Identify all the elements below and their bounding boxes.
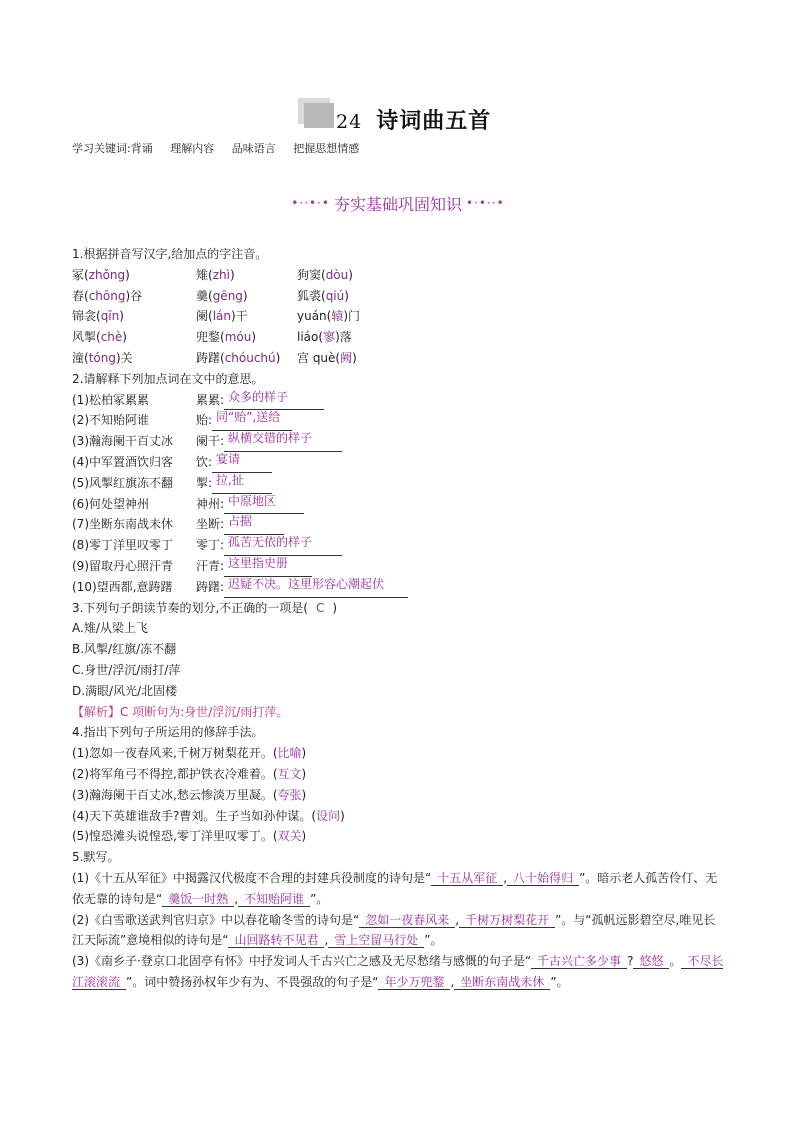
pinyin-row xyxy=(72,327,724,348)
pinyin-answer: 辕 xyxy=(331,309,344,324)
definition-row xyxy=(72,431,724,452)
pinyin-text: ) xyxy=(352,350,357,365)
pinyin-text: ) xyxy=(348,267,353,282)
definition-answer: 拉,扯 xyxy=(212,473,272,494)
definition-row xyxy=(72,535,724,556)
pinyin-text: )门 xyxy=(343,309,361,324)
pinyin-answer: 阙 xyxy=(340,350,353,365)
pinyin-text: )关 xyxy=(115,350,133,365)
definition-answer: 宴请 xyxy=(212,452,272,473)
definition-phrase: (6)何处望神州 xyxy=(72,496,149,511)
pinyin-text: 踌躇( xyxy=(196,350,225,365)
pinyin-text: 兜鍪( xyxy=(196,330,225,345)
pinyin-text: )谷 xyxy=(125,288,143,303)
definition-phrase: (3)瀚海阑干百丈冰 xyxy=(72,434,173,449)
pinyin-cell xyxy=(196,286,297,307)
pinyin-text: 风掣( xyxy=(72,330,101,345)
definition-phrase: (10)望西都,意踌躇 xyxy=(72,579,173,594)
q3-stem: 3.下列句子朗读节奏的划分,不正确的一项是( C ) xyxy=(72,600,338,615)
pinyin-answer: qiú xyxy=(325,288,345,303)
pinyin-text: 冢( xyxy=(72,267,89,282)
answer-blank: 千古兴亡多少事 xyxy=(531,954,627,969)
rhetoric-item xyxy=(72,743,724,764)
q5-paragraph-1: (1)《十五从军征》中揭露汉代极度不合理的封建兵役制度的诗句是“ 十五从军征 , 八十始得归 ”。暗示老人孤苦伶仃、无依无靠的诗句是“ 羹饭一时熟 , 不知贻阿谁 ”。 xyxy=(72,870,718,906)
definition-answer: 中原地区 xyxy=(224,494,304,515)
pinyin-answer: chè xyxy=(100,330,123,345)
rhetoric-text: (2)将军角弓不得控,都护铁衣冷难着。( xyxy=(72,766,278,781)
rhetoric-text: ) xyxy=(301,829,307,844)
answer-blank: 山回路转不见君 xyxy=(228,933,324,948)
definition-label: 累累: xyxy=(196,392,225,407)
rhetoric-answer: 互文 xyxy=(277,766,302,781)
keyword: 把握思想情感 xyxy=(293,142,360,155)
pinyin-answer: zhǒng xyxy=(88,267,126,282)
answer-blank: 十五从军征 xyxy=(431,871,503,886)
answer-blank: 八十始得归 xyxy=(507,871,579,886)
answer-blank: 不知贻阿谁 xyxy=(238,892,310,907)
rhetoric-text: (3)瀚海阑干百丈冰,愁云惨淡万里凝。( xyxy=(72,787,278,802)
pinyin-row xyxy=(72,348,724,369)
lesson-number: 24 xyxy=(336,111,363,133)
definition-answer: 孤苦无依的样子 xyxy=(224,535,342,556)
definition-phrase: (7)坐断东南战未休 xyxy=(72,517,173,532)
rhetoric-text: ) xyxy=(340,808,345,823)
pinyin-cell xyxy=(196,306,297,327)
pinyin-text: 阑( xyxy=(196,309,213,324)
definition-row xyxy=(72,473,724,494)
q3-option: C.身世/浮沉/雨打/萍 xyxy=(72,662,181,677)
answer-blank: 千树万树梨花开 xyxy=(459,913,555,928)
rhetoric-answer: 设问 xyxy=(316,808,341,823)
definition-label: 阑干: xyxy=(196,434,225,449)
pinyin-text: liáo( xyxy=(297,330,324,345)
pinyin-cell xyxy=(196,327,297,348)
answer-blank: 年少万兜鍪 xyxy=(378,975,450,990)
definition-row xyxy=(72,577,724,598)
pinyin-text: )落 xyxy=(335,330,352,345)
definition-label: 神州: xyxy=(196,496,225,511)
definition-label: 贻: xyxy=(196,413,213,428)
pinyin-cell xyxy=(297,306,497,327)
pinyin-cell xyxy=(196,265,297,286)
q4-rhetoric-items xyxy=(72,743,724,847)
definition-answer: 占据 xyxy=(224,514,284,535)
rhetoric-item xyxy=(72,764,724,785)
definition-label: 掣: xyxy=(196,475,213,490)
definition-label: 坐断: xyxy=(196,517,225,532)
q1-stem: 1.根据拼音写汉字,给加点的字注音。 xyxy=(72,247,268,261)
pinyin-answer: zhì xyxy=(212,267,230,282)
pinyin-cell xyxy=(72,265,196,286)
q3-option: A.雉/从梁上飞 xyxy=(72,621,148,636)
pinyin-text: ) xyxy=(242,288,248,303)
rhetoric-text: (4)天下英雄谁敌手?曹刘。生子当如孙仲谋。( xyxy=(72,808,317,823)
keyword: 学习关键词:背诵 xyxy=(72,142,153,155)
q4-stem: 4.指出下列句子所运用的修辞手法。 xyxy=(72,725,264,740)
definition-row xyxy=(72,514,724,535)
rhetoric-answer: 比喻 xyxy=(277,746,302,761)
rhetoric-item xyxy=(72,785,724,806)
pinyin-cell xyxy=(297,327,497,348)
rhetoric-text: (5)惶恐滩头说惶恐,零丁洋里叹零丁。( xyxy=(72,829,278,844)
lesson-square-icon xyxy=(298,98,334,128)
rhetoric-text: ) xyxy=(301,766,307,781)
rhetoric-answer: 双关 xyxy=(277,829,302,844)
definition-row xyxy=(72,452,724,473)
definition-answer: 众多的样子 xyxy=(224,390,324,411)
q2-stem: 2.请解释下列加点词在文中的意思。 xyxy=(72,371,264,386)
definition-label: 踌躇: xyxy=(196,579,225,594)
definition-row xyxy=(72,494,724,515)
definition-phrase: (8)零丁洋里叹零丁 xyxy=(72,538,173,553)
definition-answer: 迟疑不决。这里形容心潮起伏 xyxy=(224,577,408,598)
analysis-text: C 项断句为:身世/浮沉/雨打萍。 xyxy=(120,704,289,719)
definition-phrase: (1)松柏冢累累 xyxy=(72,392,149,407)
pinyin-answer: móu xyxy=(224,330,252,345)
pinyin-text: ) xyxy=(122,330,127,345)
pinyin-text: 宫 què( xyxy=(297,350,341,365)
rhetoric-text: (1)忽如一夜春风来,千树万树梨花开。( xyxy=(72,746,278,761)
pinyin-text: ) xyxy=(125,267,130,282)
rhetoric-text: ) xyxy=(301,787,307,802)
pinyin-answer: lán xyxy=(212,309,231,324)
pinyin-cell xyxy=(72,286,196,307)
pinyin-row xyxy=(72,265,724,286)
pinyin-cell xyxy=(297,265,497,286)
definition-phrase: (4)中军置酒饮归客 xyxy=(72,454,173,469)
pinyin-text: 狐裘( xyxy=(297,288,326,303)
pinyin-row xyxy=(72,286,724,307)
keyword: 品味语言 xyxy=(231,142,276,155)
q5-stem: 5.默写。 xyxy=(72,850,120,865)
dots-right-icon: •·•··• xyxy=(466,196,505,210)
section-banner xyxy=(288,192,508,214)
rhetoric-answer: 夸张 xyxy=(277,787,302,802)
q3-option: D.满眼/风光/北固楼 xyxy=(72,683,178,698)
pinyin-cell xyxy=(297,348,497,369)
pinyin-answer: qīn xyxy=(100,309,120,324)
pinyin-text: ) xyxy=(275,350,281,365)
pinyin-text: ) xyxy=(229,267,235,282)
exercise-content xyxy=(72,244,724,993)
rhetoric-item xyxy=(72,826,724,847)
q1-pinyin-grid xyxy=(72,265,724,369)
pinyin-text: ) xyxy=(119,309,124,324)
section-title: 夯实基础巩固知识 xyxy=(333,194,462,214)
pinyin-cell xyxy=(72,348,196,369)
pinyin-answer: gēng xyxy=(212,288,243,303)
lesson-title-text: 诗词曲五首 xyxy=(376,108,492,134)
pinyin-text: ) xyxy=(251,330,257,345)
definition-label: 零丁: xyxy=(196,538,225,553)
pinyin-text: 狗窦( xyxy=(297,267,326,282)
q3-option: B.风掣/红旗/冻不翻 xyxy=(72,642,177,657)
rhetoric-item xyxy=(72,806,724,827)
pinyin-text: 雉( xyxy=(196,267,213,282)
definition-label: 汗青: xyxy=(196,558,225,573)
answer-blank: 悠悠 xyxy=(633,954,669,969)
definition-label: 饮: xyxy=(196,454,213,469)
pinyin-text: 舂( xyxy=(72,288,89,303)
definition-phrase: (5)风掣红旗冻不翻 xyxy=(72,475,173,490)
answer-blank: 忽如一夜春风来 xyxy=(359,913,455,928)
pinyin-text: 锦衾( xyxy=(72,309,101,324)
definition-row xyxy=(72,390,724,411)
answer-blank: 坐断东南战未休 xyxy=(454,975,550,990)
answer-blank: 不尽长江滚滚流 xyxy=(72,954,724,989)
definition-answer: 纵横交错的样子 xyxy=(224,431,342,452)
answer-blank: 雪上空留马行处 xyxy=(328,933,424,948)
pinyin-cell xyxy=(72,306,196,327)
pinyin-answer: 寥 xyxy=(323,330,336,345)
pinyin-answer: chōng xyxy=(88,288,126,303)
learning-keywords xyxy=(72,140,373,156)
dots-left-icon: •··•·• xyxy=(291,196,330,210)
answer-blank: 羹饭一时熟 xyxy=(162,892,234,907)
rhetoric-text: ) xyxy=(301,746,307,761)
definition-phrase: (2)不知贻阿谁 xyxy=(72,413,149,428)
pinyin-cell xyxy=(196,348,297,369)
definition-answer: 这里指史册 xyxy=(224,556,312,577)
lesson-title xyxy=(336,104,491,135)
pinyin-cell xyxy=(297,286,497,307)
pinyin-answer: chóuchú xyxy=(224,350,276,365)
definition-answer: 同“贻”,送给 xyxy=(212,410,292,431)
definition-row xyxy=(72,556,724,577)
pinyin-text: yuán( xyxy=(297,309,332,324)
pinyin-row xyxy=(72,306,724,327)
q3-analysis xyxy=(72,702,724,723)
keyword: 理解内容 xyxy=(170,142,215,155)
analysis-label: 【解析】 xyxy=(72,704,121,719)
q5-paragraph-3: (3)《南乡子·登京口北固亭有怀》中抒发词人千古兴亡之感及无尽愁绪与感慨的句子是“ 千古兴亡多少事 ? 悠悠 。 不尽长江滚滚流 ”。词中赞扬孙权年少有为、不畏强敌的句子是“ 年少万兜鍪 , 坐断东南战未休 ”。 xyxy=(72,954,724,989)
definition-phrase: (9)留取丹心照汗青 xyxy=(72,558,173,573)
pinyin-answer: tóng xyxy=(88,350,116,365)
pinyin-text: ) xyxy=(344,288,349,303)
q5-paragraph-2: (2)《白雪歌送武判官归京》中以春花喻冬雪的诗句是“ 忽如一夜春风来 , 千树万树梨花开 ”。与“孤帆远影碧空尽,唯见长江天际流”意境相似的诗句是“ 山回路转不见君 , 雪上空留马行处 ”。 xyxy=(72,912,716,948)
definition-row xyxy=(72,410,724,431)
pinyin-cell xyxy=(72,327,196,348)
pinyin-text: 潼( xyxy=(72,350,89,365)
q2-definitions xyxy=(72,390,724,598)
pinyin-text: 羹( xyxy=(196,288,213,303)
q3-answer: C xyxy=(315,600,325,615)
pinyin-text: )干 xyxy=(230,309,248,324)
pinyin-answer: dòu xyxy=(325,267,349,282)
